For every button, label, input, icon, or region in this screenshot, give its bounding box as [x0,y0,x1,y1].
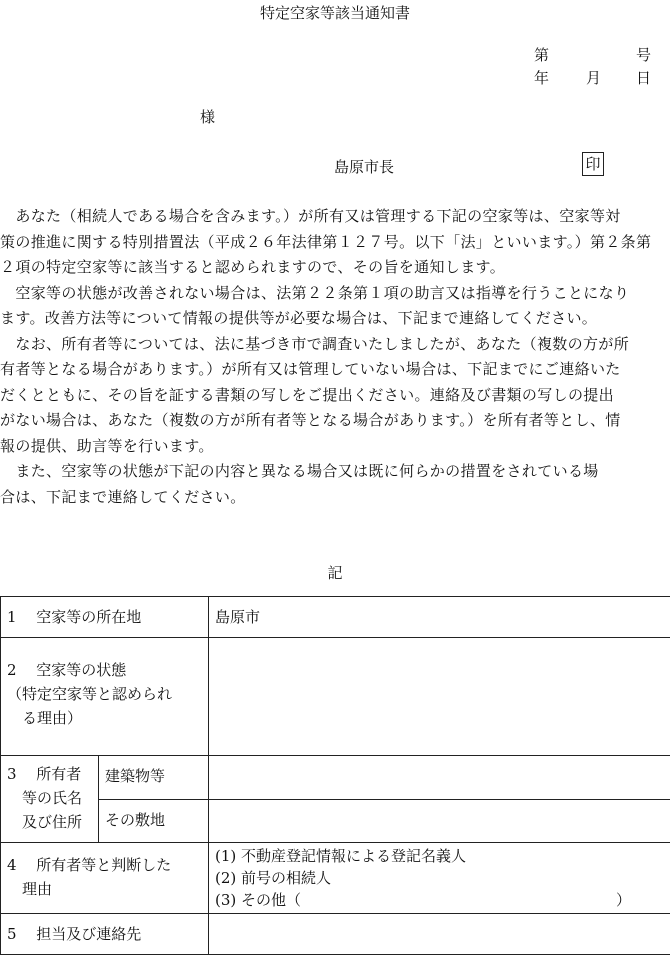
contact-label-cell [1,914,209,955]
seal-mark: 印 [582,152,604,176]
details-table [0,596,670,955]
table-row [1,843,670,914]
table-row [1,638,670,756]
location-value-cell [209,597,670,638]
body-line: また、空家等の状態が下記の内容と異なる場合又は既に何らかの措置をされている場 [0,459,670,485]
reason-option-2: (2) 前号の相続人 [215,867,664,889]
location-value: 島原市 [209,597,670,637]
reason-label-line1: 4 所有者等と判断した [7,853,202,877]
location-label-cell [1,597,209,638]
body-line: 報の提供、助言等を行います。 [0,434,670,460]
body-line: だくとともに、その旨を証する書類の写しをご提出ください。連絡及び書類の写しの提出 [0,383,670,409]
building-owner-value-cell [209,756,670,800]
document-title: 特定空家等該当通知書 [0,2,670,23]
contact-label: 5 担当及び連絡先 [1,914,208,954]
condition-label-line2: （特定空家等と認められ [7,682,202,706]
body-line: 空家等の状態が改善されない場合は、法第２２条第１項の助言又は指導を行うことになり [0,281,670,307]
building-owner-value [209,756,670,772]
sender-name: 島原市長 [334,156,394,177]
date-day-label: 日 [636,67,651,88]
body-line: あなた（相続人である場合を含みます。）が所有又は管理する下記の空家等は、空家等対 [0,204,670,230]
owner-label-line2: 等の氏名 [7,786,92,810]
land-owner-value-cell [209,799,670,843]
condition-value-cell [209,638,670,756]
owner-label-cell [1,756,99,843]
table-row [1,799,670,843]
date-month-label: 月 [586,67,601,88]
condition-label-cell [1,638,209,756]
reason-option-3: (3) その他（ ） [215,889,664,911]
reason-options-cell [209,843,670,914]
body-line: 合は、下記まで連絡してください。 [0,485,670,511]
reason-label-line2: 理由 [7,877,202,901]
notice-body [0,204,670,510]
body-line: 有者等となる場合があります。）が所有又は管理していない場合は、下記までにご連絡いた [0,357,670,383]
body-line: 策の推進に関する特別措置法（平成２６年法律第１２７号。以下「法」といいます。）第２条第 [0,230,670,256]
reason-option-1: (1) 不動産登記情報による登記名義人 [215,845,664,867]
body-line: ます。改善方法等について情報の提供等が必要な場合は、下記まで連絡してください。 [0,306,670,332]
table-row [1,914,670,955]
condition-value [209,638,670,654]
land-sublabel: その敷地 [99,800,208,840]
date-year-label: 年 [534,67,549,88]
building-sublabel-cell [99,756,209,800]
contact-value-cell [209,914,670,955]
contact-value [209,914,670,930]
body-line: がない場合は、あなた（複数の方が所有者等となる場合があります。）を所有者等とし、情 [0,408,670,434]
building-sublabel: 建築物等 [99,756,208,796]
condition-label-line3: る理由） [7,706,202,730]
land-sublabel-cell [99,799,209,843]
location-label: 1 空家等の所在地 [1,597,208,637]
owner-label-line1: 3 所有者 [7,762,92,786]
body-line: ２項の特定空家等に該当すると認められますので、その旨を通知します。 [0,255,670,281]
condition-label-line1: 2 空家等の状態 [7,658,202,682]
ki-heading: 記 [0,562,670,583]
table-row [1,597,670,638]
addressee-honorific: 様 [200,106,215,127]
number-go-label: 号 [636,44,651,65]
table-row [1,756,670,800]
owner-label-line3: 及び住所 [7,810,92,834]
body-line: なお、所有者等については、法に基づき市で調査いたしましたが、あなた（複数の方が所 [0,332,670,358]
land-owner-value [209,800,670,816]
reason-label-cell [1,843,209,914]
number-dai-label: 第 [534,44,549,65]
